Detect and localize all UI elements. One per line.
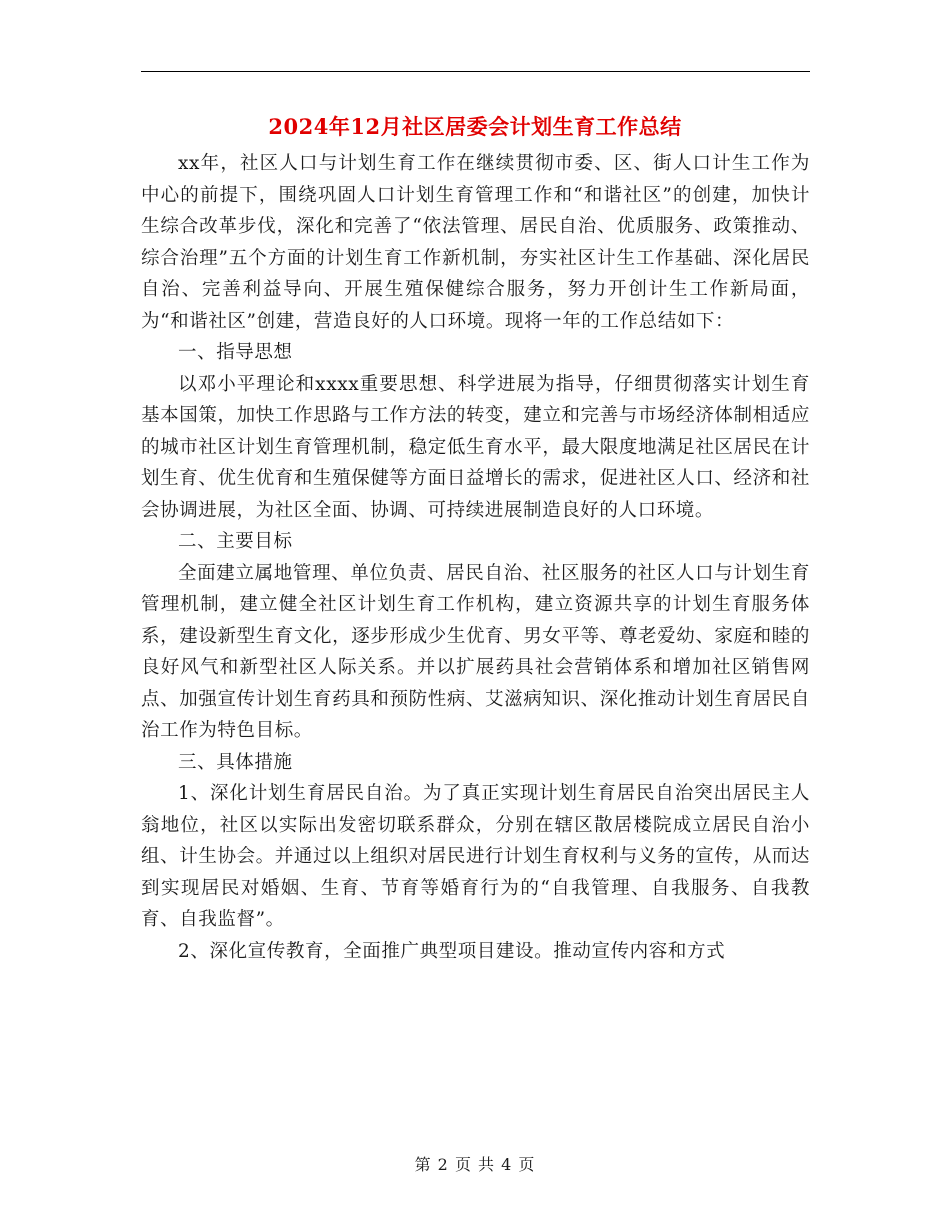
paragraph-guiding-ideology: 以邓小平理论和xxxx重要思想、科学进展为指导，仔细贯彻落实计划生育基本国策，加快工作思路与工作方法的转变，建立和完善与市场经济体制相适应的城市社区计划生育管理机制，稳定低生育水平，最大限度地满足社区居民在计划生育、优生优育和生殖保健等方面日益增长的需求，促进社区人口、经济和社会协调进展，为社区全面、协调、可持续进展制造良好的人口环境。 [141,373,810,521]
section-heading-measures: 三、具体措施 [178,751,293,773]
document-body [141,148,810,967]
page-footer: 第 2 页 共 4 页 [414,1155,536,1174]
paragraph-main-goals: 全面建立属地管理、单位负责、居民自治、社区服务的社区人口与计划生育管理机制，建立健全社区计划生育工作机构，建立资源共享的计划生育服务体系，建设新型生育文化，逐步形成少生优育、男女平等、尊老爱幼、家庭和睦的良好风气和新型社区人际关系。并以扩展药具社会营销体系和增加社区销售网点、加强宣传计划生育药具和预防性病、艾滋病知识、深化推动计划生育居民自治工作为特色目标。 [141,562,810,741]
section-heading-guiding-ideology: 一、指导思想 [178,342,293,363]
document-title: 2024年12月社区居委会计划生育工作总结 [268,114,682,139]
header-rule [141,71,810,72]
paragraph-measure-1: 1、深化计划生育居民自治。为了真正实现计划生育居民自治突出居民主人翁地位，社区以实际出发密切联系群众，分别在辖区散居楼院成立居民自治小组、计生协会。并通过以上组织对居民进行计划生育权利与义务的宣传，从而达到实现居民对婚姻、生育、节育等婚育行为的“自我管理、自我服务、自我教育、自我监督”。 [141,783,810,930]
paragraph-measure-2: 2、深化宣传教育，全面推广典型项目建设。推动宣传内容和方式 [178,940,726,962]
paragraph-intro: xx年，社区人口与计划生育工作在继续贯彻市委、区、街人口计生工作为中心的前提下，围绕巩固人口计划生育管理工作和“和谐社区”的创建，加快计生综合改革步伐，深化和完善了“依法管理、居民自治、优质服务、政策推动、综合治理”五个方面的计划生育工作新机制，夯实社区计生工作基础、深化居民自治、完善利益导向、开展生殖保健综合服务，努力开创计生工作新局面，为“和谐社区”创建，营造良好的人口环境。现将一年的工作总结如下： [141,153,810,332]
section-heading-main-goals: 二、主要目标 [178,531,293,552]
